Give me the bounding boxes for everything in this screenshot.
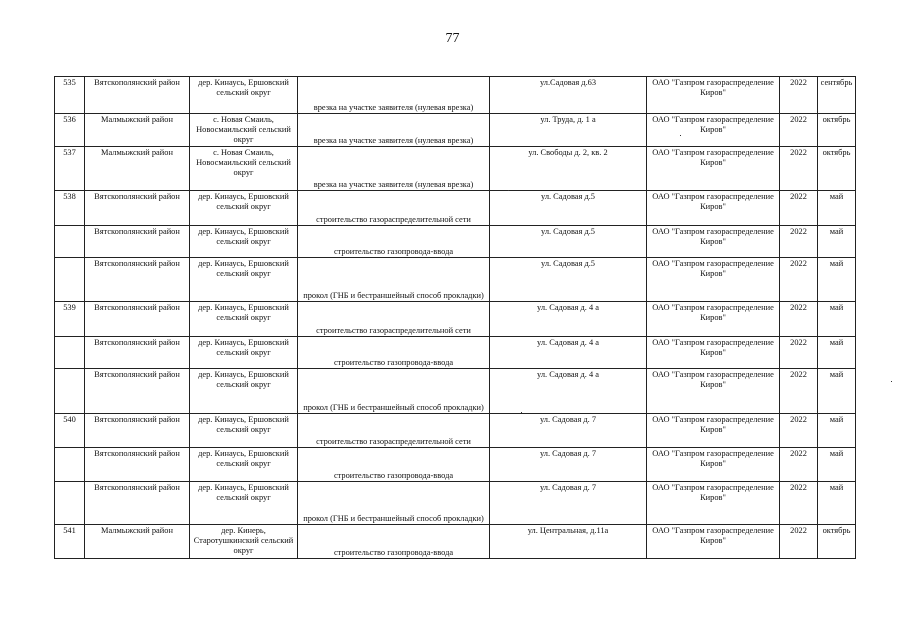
work-type-cell: строительство газораспределительной сети	[298, 414, 490, 448]
row-number	[55, 482, 85, 525]
table-row	[55, 77, 856, 114]
operator-cell: ОАО "Газпром газораспределение Киров"	[647, 525, 780, 559]
operator-cell: ОАО "Газпром газораспределение Киров"	[647, 448, 780, 482]
operator-cell: ОАО "Газпром газораспределение Киров"	[647, 77, 780, 114]
year-cell: 2022	[780, 302, 818, 337]
operator-cell: ОАО "Газпром газораспределение Киров"	[647, 191, 780, 226]
address-cell: ул. Садовая д. 4 а	[490, 302, 647, 337]
scan-speck	[508, 190, 509, 191]
operator-cell: ОАО "Газпром газораспределение Киров"	[647, 114, 780, 147]
operator-cell: ОАО "Газпром газораспределение Киров"	[647, 226, 780, 258]
address-cell: ул. Садовая д. 7	[490, 448, 647, 482]
address-cell: ул. Садовая д. 7	[490, 414, 647, 448]
district-cell: Вятскополянский район	[85, 337, 190, 369]
work-type-cell: врезка на участке заявителя (нулевая врезка)	[298, 147, 490, 191]
table-row	[55, 337, 856, 369]
year-cell: 2022	[780, 369, 818, 414]
table-row	[55, 369, 856, 414]
row-number: 536	[55, 114, 85, 147]
table-row	[55, 448, 856, 482]
locality-cell: дер. Кинаусь, Ершовский сельский округ	[190, 482, 298, 525]
district-cell: Вятскополянский район	[85, 369, 190, 414]
page-number: 77	[445, 31, 460, 46]
locality-cell: дер. Кинерь, Старотушкинский сельский округ	[190, 525, 298, 559]
locality-cell: дер. Кинаусь, Ершовский сельский округ	[190, 448, 298, 482]
locality-cell: дер. Кинаусь, Ершовский сельский округ	[190, 226, 298, 258]
locality-cell: дер. Кинаусь, Ершовский сельский округ	[190, 369, 298, 414]
table-row	[55, 226, 856, 258]
work-type-cell: строительство газопровода-ввода	[298, 226, 490, 258]
district-cell: Малмыжский район	[85, 114, 190, 147]
year-cell: 2022	[780, 448, 818, 482]
operator-cell: ОАО "Газпром газораспределение Киров"	[647, 147, 780, 191]
row-number	[55, 337, 85, 369]
table-row	[55, 147, 856, 191]
locality-cell: дер. Кинаусь, Ершовский сельский округ	[190, 77, 298, 114]
locality-cell: дер. Кинаусь, Ершовский сельский округ	[190, 191, 298, 226]
work-type-cell: прокол (ГНБ и бестраншейный способ прокладки)	[298, 369, 490, 414]
district-cell: Вятскополянский район	[85, 482, 190, 525]
works-table	[54, 76, 856, 559]
operator-cell: ОАО "Газпром газораспределение Киров"	[647, 414, 780, 448]
operator-cell: ОАО "Газпром газораспределение Киров"	[647, 258, 780, 302]
row-number: 541	[55, 525, 85, 559]
district-cell: Малмыжский район	[85, 525, 190, 559]
address-cell: ул. Садовая д. 7	[490, 482, 647, 525]
row-number: 535	[55, 77, 85, 114]
year-cell: 2022	[780, 482, 818, 525]
district-cell: Вятскополянский район	[85, 258, 190, 302]
address-cell: ул. Садовая д.5	[490, 191, 647, 226]
table-row	[55, 302, 856, 337]
year-cell: 2022	[780, 525, 818, 559]
year-cell: 2022	[780, 337, 818, 369]
address-cell: ул. Свободы д. 2, кв. 2	[490, 147, 647, 191]
address-cell: ул. Садовая д. 4 а	[490, 337, 647, 369]
row-number	[55, 258, 85, 302]
month-cell: май	[818, 226, 856, 258]
month-cell: май	[818, 414, 856, 448]
work-type-cell: строительство газопровода-ввода	[298, 525, 490, 559]
work-type-cell: строительство газораспределительной сети	[298, 302, 490, 337]
month-cell: май	[818, 302, 856, 337]
table-body	[55, 77, 856, 559]
address-cell: ул. Садовая д.5	[490, 226, 647, 258]
year-cell: 2022	[780, 258, 818, 302]
month-cell: май	[818, 369, 856, 414]
row-number: 539	[55, 302, 85, 337]
locality-cell: с. Новая Смаиль, Новосмаильский сельский округ	[190, 114, 298, 147]
district-cell: Вятскополянский район	[85, 448, 190, 482]
scan-speck	[521, 412, 522, 413]
row-number	[55, 226, 85, 258]
address-cell: ул. Центральная, д.11а	[490, 525, 647, 559]
locality-cell: с. Новая Смаиль, Новосмаильский сельский округ	[190, 147, 298, 191]
year-cell: 2022	[780, 191, 818, 226]
month-cell: сентябрь	[818, 77, 856, 114]
district-cell: Вятскополянский район	[85, 226, 190, 258]
locality-cell: дер. Кинаусь, Ершовский сельский округ	[190, 302, 298, 337]
work-type-cell: строительство газопровода-ввода	[298, 337, 490, 369]
operator-cell: ОАО "Газпром газораспределение Киров"	[647, 337, 780, 369]
work-type-cell: строительство газораспределительной сети	[298, 191, 490, 226]
district-cell: Вятскополянский район	[85, 191, 190, 226]
month-cell: октябрь	[818, 114, 856, 147]
district-cell: Вятскополянский район	[85, 77, 190, 114]
month-cell: май	[818, 337, 856, 369]
scan-speck	[680, 135, 681, 136]
scan-speck	[891, 381, 892, 382]
work-type-cell: строительство газопровода-ввода	[298, 448, 490, 482]
table-row	[55, 191, 856, 226]
district-cell: Вятскополянский район	[85, 302, 190, 337]
operator-cell: ОАО "Газпром газораспределение Киров"	[647, 369, 780, 414]
table-row	[55, 482, 856, 525]
year-cell: 2022	[780, 77, 818, 114]
locality-cell: дер. Кинаусь, Ершовский сельский округ	[190, 414, 298, 448]
month-cell: май	[818, 191, 856, 226]
table-row	[55, 525, 856, 559]
address-cell: ул.Садовая д.63	[490, 77, 647, 114]
year-cell: 2022	[780, 114, 818, 147]
district-cell: Вятскополянский район	[85, 414, 190, 448]
month-cell: май	[818, 482, 856, 525]
work-type-cell: прокол (ГНБ и бестраншейный способ прокладки)	[298, 258, 490, 302]
row-number	[55, 369, 85, 414]
month-cell: май	[818, 448, 856, 482]
address-cell: ул. Труда, д. 1 а	[490, 114, 647, 147]
work-type-cell: врезка на участке заявителя (нулевая врезка)	[298, 77, 490, 114]
address-cell: ул. Садовая д. 4 а	[490, 369, 647, 414]
table-row	[55, 414, 856, 448]
address-cell: ул. Садовая д.5	[490, 258, 647, 302]
month-cell: октябрь	[818, 525, 856, 559]
table-row	[55, 258, 856, 302]
district-cell: Малмыжский район	[85, 147, 190, 191]
year-cell: 2022	[780, 147, 818, 191]
locality-cell: дер. Кинаусь, Ершовский сельский округ	[190, 258, 298, 302]
work-type-cell: прокол (ГНБ и бестраншейный способ прокладки)	[298, 482, 490, 525]
month-cell: октябрь	[818, 147, 856, 191]
locality-cell: дер. Кинаусь, Ершовский сельский округ	[190, 337, 298, 369]
operator-cell: ОАО "Газпром газораспределение Киров"	[647, 302, 780, 337]
year-cell: 2022	[780, 414, 818, 448]
table-row	[55, 114, 856, 147]
row-number: 537	[55, 147, 85, 191]
row-number	[55, 448, 85, 482]
operator-cell: ОАО "Газпром газораспределение Киров"	[647, 482, 780, 525]
work-type-cell: врезка на участке заявителя (нулевая врезка)	[298, 114, 490, 147]
row-number: 538	[55, 191, 85, 226]
row-number: 540	[55, 414, 85, 448]
year-cell: 2022	[780, 226, 818, 258]
month-cell: май	[818, 258, 856, 302]
